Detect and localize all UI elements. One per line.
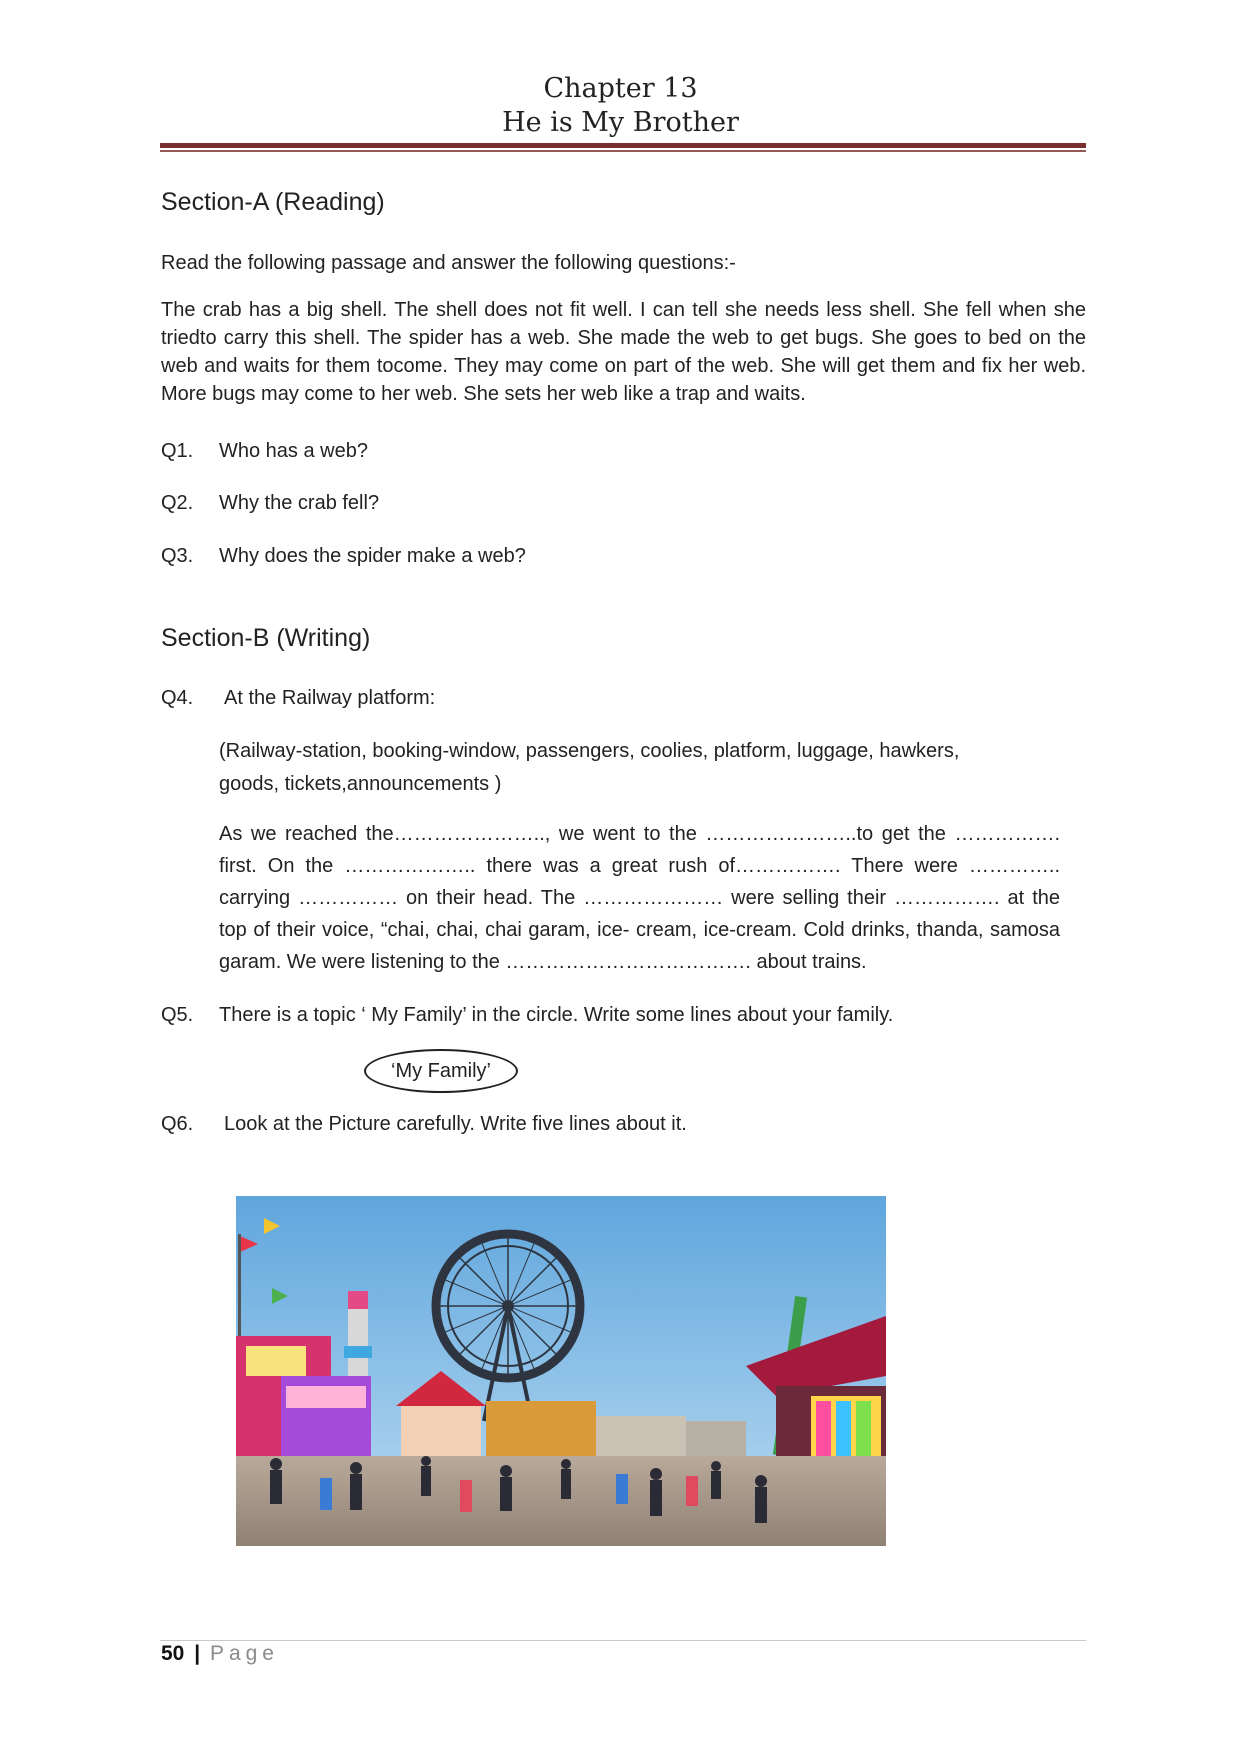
chapter-header xyxy=(0,72,1241,140)
chapter-title: He is My Brother xyxy=(502,107,739,138)
q6-text: Look at the Picture carefully. Write five lines about it. xyxy=(224,1113,687,1135)
q3-text: Why does the spider make a web? xyxy=(219,545,526,567)
fairground-picture xyxy=(236,1196,886,1546)
page-number: 50 xyxy=(161,1642,185,1665)
q4-fill-in-paragraph: As we reached the………………….., we went to the …………………..to get the ……………. first. On the ……………….. there was a great rush of……………. There were ………….. carrying …………… on their head. The ………………… were selling their ……………. at the top of their voice, “chai, chai, chai garam, ice- cream, ice-cream. Cold drinks, thanda, samosa garam. We were listening to the ………………………………. about trains. xyxy=(219,823,1060,973)
chapter-number: Chapter 13 xyxy=(543,73,698,104)
page-footer xyxy=(161,1642,279,1666)
page-label: Page xyxy=(209,1642,279,1665)
q4-text: At the Railway platform: xyxy=(224,687,436,709)
q1-number: Q1. xyxy=(161,440,194,462)
q3-number: Q3. xyxy=(161,545,194,567)
q1-text: Who has a web? xyxy=(219,440,368,462)
q4-word-hint: (Railway-station, booking-window, passengers, coolies, platform, luggage, hawkers, goods, tickets,announcements ) xyxy=(219,740,960,795)
my-family-circle-label: ‘My Family’ xyxy=(391,1059,491,1082)
q5-number: Q5. xyxy=(161,1004,194,1026)
q5-text: There is a topic ‘ My Family’ in the circle. Write some lines about your family. xyxy=(219,1004,894,1026)
q4-number: Q4. xyxy=(161,687,194,709)
q2-text: Why the crab fell? xyxy=(219,492,380,514)
q2-number: Q2. xyxy=(161,492,194,514)
section-b-title: Section-B (Writing) xyxy=(161,624,371,652)
header-divider xyxy=(160,143,1086,152)
section-a-instruction: Read the following passage and answer the following questions:- xyxy=(161,252,736,274)
section-a-title: Section-A (Reading) xyxy=(161,188,385,216)
my-family-circle xyxy=(364,1049,518,1093)
footer-separator: | xyxy=(194,1642,201,1665)
footer-divider xyxy=(160,1640,1086,1641)
reading-passage: The crab has a big shell. The shell does not fit well. I can tell she needs less shell. She fell when she triedto carry this shell. The spider has a web. She made the web to get bugs. She goes to bed on the web and waits for them tocome. They may come on part of the web. She will get them and fix her web. More bugs may come to her web. She sets her web like a trap and waits. xyxy=(161,299,1086,405)
q6-number: Q6. xyxy=(161,1113,194,1135)
